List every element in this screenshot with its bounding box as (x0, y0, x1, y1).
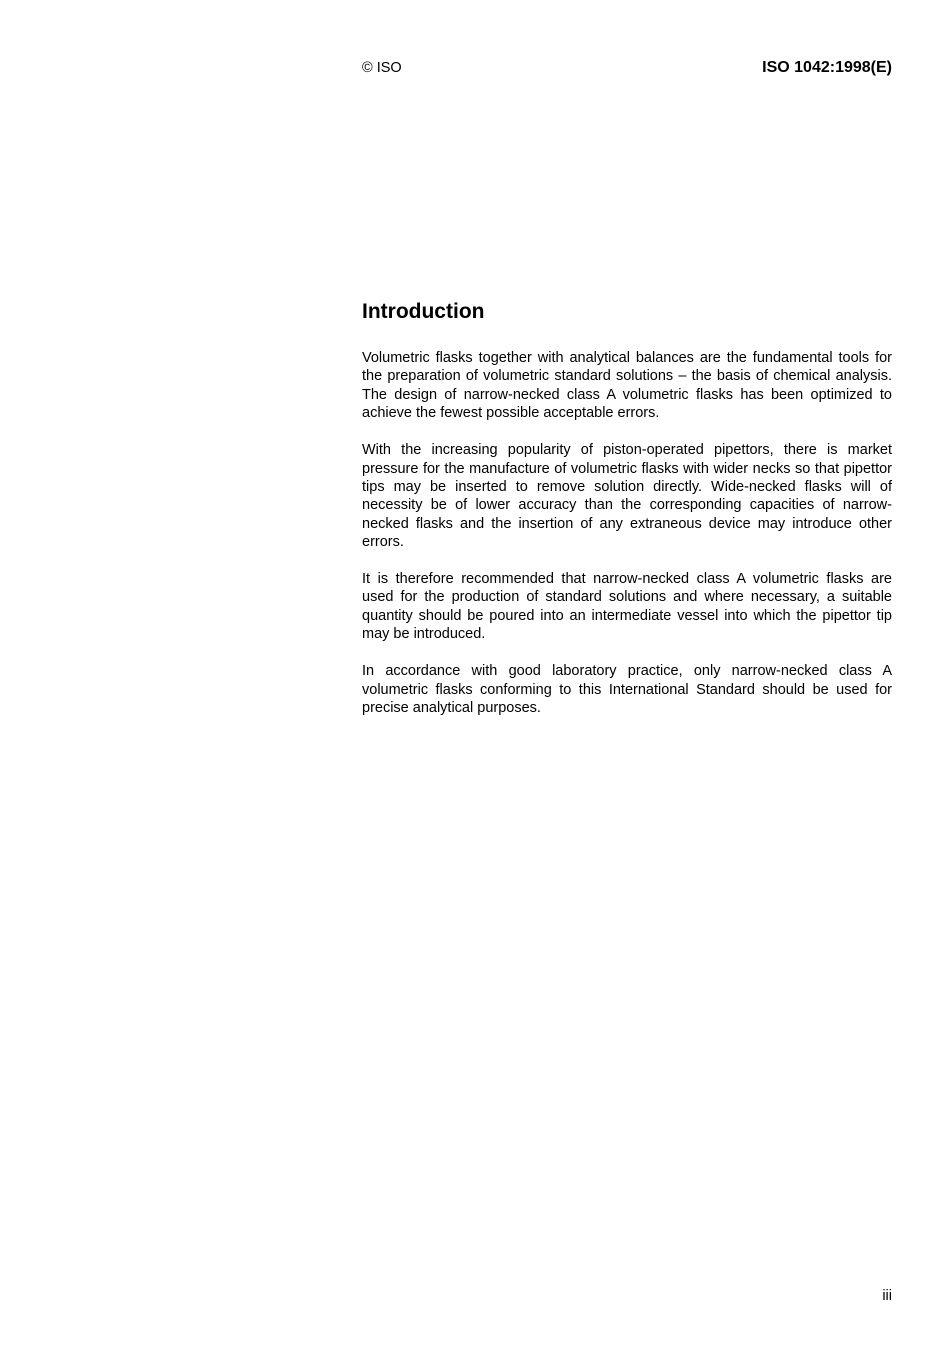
standard-designation: ISO 1042:1998(E) (762, 59, 892, 76)
page-number: iii (882, 1288, 892, 1304)
paragraph: It is therefore recommended that narrow-necked class A volumetric flasks are used for the production of standard solutions and where necessary, a suitable quantity should be poured into an intermediate vessel into which the pipettor tip may be introduced. (362, 571, 892, 643)
section-title: Introduction (362, 300, 485, 323)
paragraph: Volumetric flasks together with analytical balances are the fundamental tools for the preparation of volumetric standard solutions – the basis of chemical analysis. The design of narrow-necked class A volumetric flasks has been optimized to achieve the fewest possible acceptable errors. (362, 350, 892, 422)
section-body (362, 349, 892, 736)
copyright-notice: © ISO (362, 60, 402, 76)
paragraph: In accordance with good laboratory practice, only narrow-necked class A volumetric flasks conforming to this International Standard should be used for precise analytical purposes. (362, 663, 892, 716)
page-header (362, 58, 892, 80)
paragraph: With the increasing popularity of piston-operated pipettors, there is market pressure for the manufacture of volumetric flasks with wider necks so that pipettor tips may be inserted to remove solution directly. Wide-necked flasks will of necessity be of lower accuracy than the corresponding capacities of narrow-necked flasks and the insertion of any extraneous device may introduce other errors. (362, 442, 892, 551)
